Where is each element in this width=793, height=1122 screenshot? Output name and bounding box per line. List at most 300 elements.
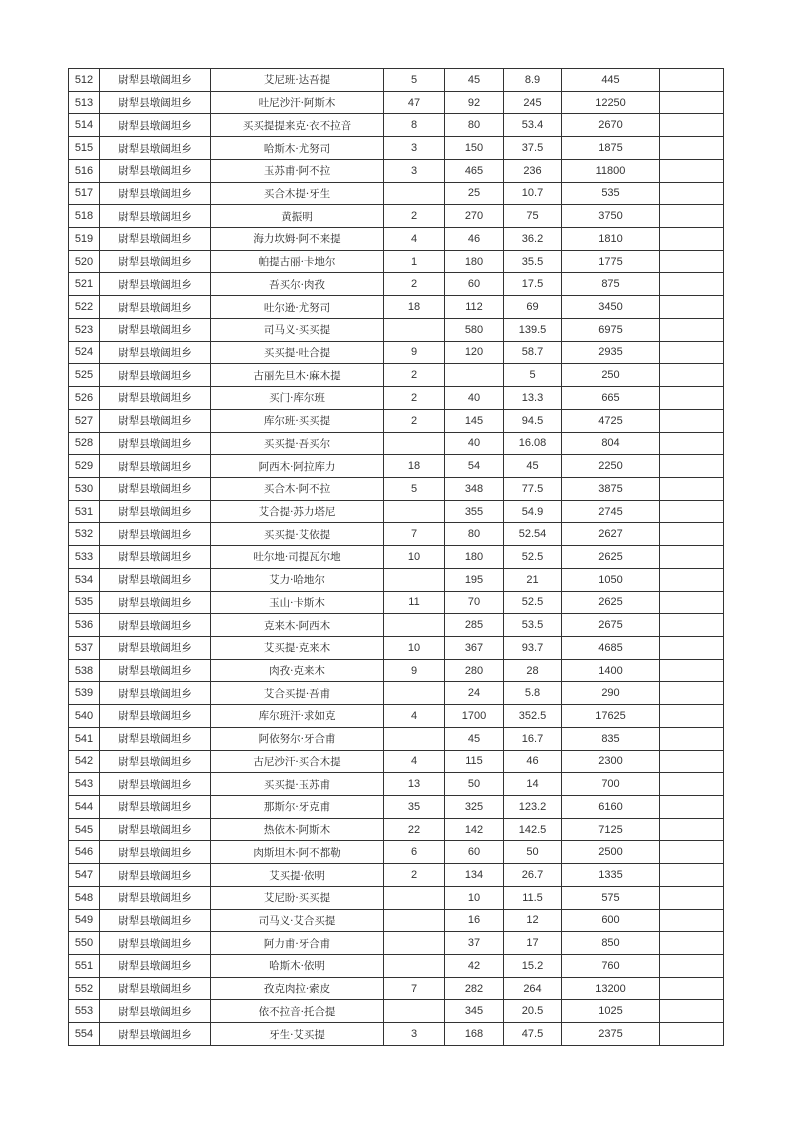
remark-cell xyxy=(660,250,724,273)
person-name-cell: 帕提古丽·卡地尔 xyxy=(211,250,384,273)
person-name-cell: 肉斯坦木·阿不都勒 xyxy=(211,841,384,864)
person-name-cell: 肉孜·克来木 xyxy=(211,659,384,682)
township-cell: 尉犁县墩阔坦乡 xyxy=(100,659,211,682)
township-cell: 尉犁县墩阔坦乡 xyxy=(100,636,211,659)
row-number-cell: 539 xyxy=(69,682,100,705)
value-col-1-cell: 4 xyxy=(384,750,445,773)
value-col-1-cell: 3 xyxy=(384,1023,445,1046)
remark-cell xyxy=(660,477,724,500)
row-number-cell: 522 xyxy=(69,296,100,319)
value-col-3-cell: 46 xyxy=(504,750,562,773)
value-col-1-cell: 2 xyxy=(384,387,445,410)
value-col-3-cell: 10.7 xyxy=(504,182,562,205)
value-col-2-cell: 54 xyxy=(445,455,504,478)
row-number-cell: 520 xyxy=(69,250,100,273)
row-number-cell: 547 xyxy=(69,864,100,887)
row-number-cell: 551 xyxy=(69,955,100,978)
value-col-4-cell: 804 xyxy=(562,432,660,455)
table-row xyxy=(69,568,724,591)
value-col-2-cell: 115 xyxy=(445,750,504,773)
table-row xyxy=(69,591,724,614)
value-col-1-cell: 11 xyxy=(384,591,445,614)
township-cell: 尉犁县墩阔坦乡 xyxy=(100,955,211,978)
value-col-3-cell: 94.5 xyxy=(504,409,562,432)
remark-cell xyxy=(660,955,724,978)
township-cell: 尉犁县墩阔坦乡 xyxy=(100,705,211,728)
value-col-3-cell: 17.5 xyxy=(504,273,562,296)
table-row xyxy=(69,886,724,909)
value-col-3-cell: 21 xyxy=(504,568,562,591)
remark-cell xyxy=(660,614,724,637)
table-row xyxy=(69,250,724,273)
value-col-2-cell: 40 xyxy=(445,387,504,410)
remark-cell xyxy=(660,636,724,659)
table-row xyxy=(69,1000,724,1023)
row-number-cell: 540 xyxy=(69,705,100,728)
row-number-cell: 519 xyxy=(69,228,100,251)
person-name-cell: 哈斯木·尤努司 xyxy=(211,137,384,160)
value-col-3-cell: 69 xyxy=(504,296,562,319)
value-col-2-cell: 37 xyxy=(445,932,504,955)
person-name-cell: 孜克肉拉·索皮 xyxy=(211,977,384,1000)
value-col-4-cell: 4725 xyxy=(562,409,660,432)
value-col-3-cell: 5 xyxy=(504,364,562,387)
remark-cell xyxy=(660,205,724,228)
person-name-cell: 古丽先旦木·麻木提 xyxy=(211,364,384,387)
value-col-4-cell: 535 xyxy=(562,182,660,205)
value-col-1-cell: 2 xyxy=(384,205,445,228)
row-number-cell: 531 xyxy=(69,500,100,523)
value-col-4-cell: 4685 xyxy=(562,636,660,659)
table-row xyxy=(69,909,724,932)
row-number-cell: 527 xyxy=(69,409,100,432)
table-row xyxy=(69,205,724,228)
table-row xyxy=(69,750,724,773)
person-name-cell: 买买提提来克·衣不拉音 xyxy=(211,114,384,137)
township-cell: 尉犁县墩阔坦乡 xyxy=(100,159,211,182)
row-number-cell: 513 xyxy=(69,91,100,114)
person-name-cell: 司马义·艾合买提 xyxy=(211,909,384,932)
table-row xyxy=(69,409,724,432)
value-col-1-cell xyxy=(384,682,445,705)
value-col-1-cell: 18 xyxy=(384,296,445,319)
value-col-3-cell: 35.5 xyxy=(504,250,562,273)
value-col-4-cell: 3450 xyxy=(562,296,660,319)
value-col-4-cell: 850 xyxy=(562,932,660,955)
value-col-4-cell: 13200 xyxy=(562,977,660,1000)
value-col-3-cell: 37.5 xyxy=(504,137,562,160)
value-col-1-cell xyxy=(384,318,445,341)
table-row xyxy=(69,114,724,137)
table-row xyxy=(69,387,724,410)
remark-cell xyxy=(660,864,724,887)
value-col-4-cell: 2935 xyxy=(562,341,660,364)
person-name-cell: 热依木·阿斯木 xyxy=(211,818,384,841)
table-row xyxy=(69,69,724,92)
value-col-2-cell: 46 xyxy=(445,228,504,251)
township-cell: 尉犁县墩阔坦乡 xyxy=(100,727,211,750)
value-col-4-cell: 250 xyxy=(562,364,660,387)
township-cell: 尉犁县墩阔坦乡 xyxy=(100,682,211,705)
table-row xyxy=(69,91,724,114)
remark-cell xyxy=(660,387,724,410)
remark-cell xyxy=(660,705,724,728)
person-name-cell: 依不拉音·托合提 xyxy=(211,1000,384,1023)
value-col-3-cell: 264 xyxy=(504,977,562,1000)
township-cell: 尉犁县墩阔坦乡 xyxy=(100,773,211,796)
table-row xyxy=(69,273,724,296)
person-name-cell: 艾力·哈地尔 xyxy=(211,568,384,591)
value-col-4-cell: 6975 xyxy=(562,318,660,341)
table-row xyxy=(69,773,724,796)
value-col-3-cell: 12 xyxy=(504,909,562,932)
value-col-4-cell: 2625 xyxy=(562,546,660,569)
value-col-2-cell: 180 xyxy=(445,250,504,273)
row-number-cell: 535 xyxy=(69,591,100,614)
township-cell: 尉犁县墩阔坦乡 xyxy=(100,114,211,137)
row-number-cell: 526 xyxy=(69,387,100,410)
township-cell: 尉犁县墩阔坦乡 xyxy=(100,455,211,478)
value-col-1-cell xyxy=(384,1000,445,1023)
township-cell: 尉犁县墩阔坦乡 xyxy=(100,341,211,364)
row-number-cell: 530 xyxy=(69,477,100,500)
value-col-4-cell: 600 xyxy=(562,909,660,932)
value-col-2-cell: 24 xyxy=(445,682,504,705)
value-col-4-cell: 875 xyxy=(562,273,660,296)
value-col-2-cell: 142 xyxy=(445,818,504,841)
value-col-2-cell: 367 xyxy=(445,636,504,659)
row-number-cell: 528 xyxy=(69,432,100,455)
remark-cell xyxy=(660,455,724,478)
township-cell: 尉犁县墩阔坦乡 xyxy=(100,318,211,341)
township-cell: 尉犁县墩阔坦乡 xyxy=(100,591,211,614)
person-name-cell: 买买提·玉苏甫 xyxy=(211,773,384,796)
table-row xyxy=(69,341,724,364)
township-cell: 尉犁县墩阔坦乡 xyxy=(100,228,211,251)
table-row xyxy=(69,1023,724,1046)
remark-cell xyxy=(660,591,724,614)
remark-cell xyxy=(660,773,724,796)
value-col-4-cell: 1810 xyxy=(562,228,660,251)
row-number-cell: 554 xyxy=(69,1023,100,1046)
value-col-4-cell: 11800 xyxy=(562,159,660,182)
value-col-3-cell: 52.54 xyxy=(504,523,562,546)
township-cell: 尉犁县墩阔坦乡 xyxy=(100,296,211,319)
table-row xyxy=(69,455,724,478)
value-col-1-cell: 10 xyxy=(384,636,445,659)
row-number-cell: 521 xyxy=(69,273,100,296)
value-col-1-cell: 1 xyxy=(384,250,445,273)
township-cell: 尉犁县墩阔坦乡 xyxy=(100,69,211,92)
township-cell: 尉犁县墩阔坦乡 xyxy=(100,1000,211,1023)
value-col-2-cell: 60 xyxy=(445,273,504,296)
value-col-1-cell xyxy=(384,955,445,978)
value-col-4-cell: 3875 xyxy=(562,477,660,500)
person-name-cell: 吐尔逊·尤努司 xyxy=(211,296,384,319)
table-row xyxy=(69,228,724,251)
value-col-1-cell: 18 xyxy=(384,455,445,478)
value-col-2-cell: 120 xyxy=(445,341,504,364)
data-table xyxy=(68,68,724,1046)
value-col-2-cell: 355 xyxy=(445,500,504,523)
table-row xyxy=(69,477,724,500)
person-name-cell: 艾合买提·吾甫 xyxy=(211,682,384,705)
value-col-3-cell: 123.2 xyxy=(504,796,562,819)
table-row xyxy=(69,296,724,319)
table-row xyxy=(69,841,724,864)
value-col-4-cell: 1400 xyxy=(562,659,660,682)
township-cell: 尉犁县墩阔坦乡 xyxy=(100,1023,211,1046)
value-col-3-cell: 26.7 xyxy=(504,864,562,887)
value-col-1-cell: 9 xyxy=(384,341,445,364)
value-col-1-cell: 2 xyxy=(384,409,445,432)
table-row xyxy=(69,636,724,659)
table-row xyxy=(69,818,724,841)
value-col-2-cell: 40 xyxy=(445,432,504,455)
table-row xyxy=(69,932,724,955)
value-col-2-cell: 60 xyxy=(445,841,504,864)
value-col-2-cell: 45 xyxy=(445,727,504,750)
value-col-4-cell: 1335 xyxy=(562,864,660,887)
value-col-3-cell: 139.5 xyxy=(504,318,562,341)
remark-cell xyxy=(660,409,724,432)
value-col-1-cell: 35 xyxy=(384,796,445,819)
row-number-cell: 534 xyxy=(69,568,100,591)
township-cell: 尉犁县墩阔坦乡 xyxy=(100,909,211,932)
table-row xyxy=(69,500,724,523)
remark-cell xyxy=(660,137,724,160)
remark-cell xyxy=(660,273,724,296)
value-col-3-cell: 13.3 xyxy=(504,387,562,410)
table-row xyxy=(69,523,724,546)
value-col-1-cell: 5 xyxy=(384,69,445,92)
row-number-cell: 543 xyxy=(69,773,100,796)
table-row xyxy=(69,955,724,978)
value-col-3-cell: 16.08 xyxy=(504,432,562,455)
remark-cell xyxy=(660,886,724,909)
township-cell: 尉犁县墩阔坦乡 xyxy=(100,500,211,523)
value-col-4-cell: 445 xyxy=(562,69,660,92)
row-number-cell: 523 xyxy=(69,318,100,341)
value-col-2-cell: 465 xyxy=(445,159,504,182)
value-col-1-cell: 4 xyxy=(384,228,445,251)
person-name-cell: 买买提·吾买尔 xyxy=(211,432,384,455)
value-col-1-cell xyxy=(384,886,445,909)
person-name-cell: 艾尼班·达吾提 xyxy=(211,69,384,92)
value-col-2-cell: 280 xyxy=(445,659,504,682)
remark-cell xyxy=(660,296,724,319)
value-col-4-cell: 2675 xyxy=(562,614,660,637)
person-name-cell: 买门·库尔班 xyxy=(211,387,384,410)
row-number-cell: 517 xyxy=(69,182,100,205)
value-col-1-cell xyxy=(384,500,445,523)
township-cell: 尉犁县墩阔坦乡 xyxy=(100,841,211,864)
value-col-1-cell xyxy=(384,909,445,932)
value-col-4-cell: 700 xyxy=(562,773,660,796)
value-col-3-cell: 75 xyxy=(504,205,562,228)
remark-cell xyxy=(660,932,724,955)
value-col-1-cell: 8 xyxy=(384,114,445,137)
value-col-3-cell: 77.5 xyxy=(504,477,562,500)
table-row xyxy=(69,659,724,682)
remark-cell xyxy=(660,91,724,114)
value-col-1-cell: 3 xyxy=(384,137,445,160)
value-col-2-cell: 10 xyxy=(445,886,504,909)
person-name-cell: 吾买尔·肉孜 xyxy=(211,273,384,296)
value-col-1-cell: 10 xyxy=(384,546,445,569)
row-number-cell: 548 xyxy=(69,886,100,909)
value-col-4-cell: 2627 xyxy=(562,523,660,546)
township-cell: 尉犁县墩阔坦乡 xyxy=(100,364,211,387)
township-cell: 尉犁县墩阔坦乡 xyxy=(100,886,211,909)
value-col-4-cell: 575 xyxy=(562,886,660,909)
row-number-cell: 546 xyxy=(69,841,100,864)
table-row xyxy=(69,546,724,569)
value-col-4-cell: 835 xyxy=(562,727,660,750)
value-col-4-cell: 1775 xyxy=(562,250,660,273)
person-name-cell: 买合木提·牙生 xyxy=(211,182,384,205)
value-col-4-cell: 2375 xyxy=(562,1023,660,1046)
value-col-2-cell: 282 xyxy=(445,977,504,1000)
value-col-2-cell xyxy=(445,364,504,387)
remark-cell xyxy=(660,364,724,387)
row-number-cell: 549 xyxy=(69,909,100,932)
remark-cell xyxy=(660,159,724,182)
value-col-2-cell: 270 xyxy=(445,205,504,228)
township-cell: 尉犁县墩阔坦乡 xyxy=(100,864,211,887)
value-col-3-cell: 36.2 xyxy=(504,228,562,251)
value-col-3-cell: 352.5 xyxy=(504,705,562,728)
person-name-cell: 古尼沙汗·买合木提 xyxy=(211,750,384,773)
person-name-cell: 艾合提·苏力塔尼 xyxy=(211,500,384,523)
value-col-3-cell: 245 xyxy=(504,91,562,114)
value-col-2-cell: 92 xyxy=(445,91,504,114)
remark-cell xyxy=(660,682,724,705)
value-col-2-cell: 150 xyxy=(445,137,504,160)
row-number-cell: 532 xyxy=(69,523,100,546)
township-cell: 尉犁县墩阔坦乡 xyxy=(100,432,211,455)
row-number-cell: 525 xyxy=(69,364,100,387)
person-name-cell: 吐尼沙汗·阿斯木 xyxy=(211,91,384,114)
person-name-cell: 库尔班·买买提 xyxy=(211,409,384,432)
remark-cell xyxy=(660,1023,724,1046)
remark-cell xyxy=(660,500,724,523)
table-body xyxy=(69,69,724,1046)
value-col-4-cell: 6160 xyxy=(562,796,660,819)
remark-cell xyxy=(660,659,724,682)
value-col-1-cell: 2 xyxy=(384,364,445,387)
value-col-4-cell: 7125 xyxy=(562,818,660,841)
row-number-cell: 536 xyxy=(69,614,100,637)
value-col-1-cell: 2 xyxy=(384,273,445,296)
value-col-2-cell: 80 xyxy=(445,523,504,546)
value-col-1-cell: 6 xyxy=(384,841,445,864)
value-col-4-cell: 2745 xyxy=(562,500,660,523)
table-row xyxy=(69,727,724,750)
remark-cell xyxy=(660,750,724,773)
remark-cell xyxy=(660,69,724,92)
remark-cell xyxy=(660,818,724,841)
row-number-cell: 514 xyxy=(69,114,100,137)
remark-cell xyxy=(660,1000,724,1023)
value-col-1-cell: 4 xyxy=(384,705,445,728)
row-number-cell: 533 xyxy=(69,546,100,569)
township-cell: 尉犁县墩阔坦乡 xyxy=(100,796,211,819)
row-number-cell: 538 xyxy=(69,659,100,682)
remark-cell xyxy=(660,341,724,364)
value-col-4-cell: 12250 xyxy=(562,91,660,114)
value-col-3-cell: 142.5 xyxy=(504,818,562,841)
row-number-cell: 553 xyxy=(69,1000,100,1023)
person-name-cell: 玉苏甫·阿不拉 xyxy=(211,159,384,182)
person-name-cell: 库尔班汗·求如克 xyxy=(211,705,384,728)
remark-cell xyxy=(660,977,724,1000)
remark-cell xyxy=(660,841,724,864)
value-col-1-cell: 7 xyxy=(384,523,445,546)
person-name-cell: 艾买提·依明 xyxy=(211,864,384,887)
value-col-3-cell: 20.5 xyxy=(504,1000,562,1023)
township-cell: 尉犁县墩阔坦乡 xyxy=(100,523,211,546)
person-name-cell: 那斯尔·牙克甫 xyxy=(211,796,384,819)
person-name-cell: 吐尔地·司提瓦尔地 xyxy=(211,546,384,569)
value-col-2-cell: 16 xyxy=(445,909,504,932)
value-col-2-cell: 168 xyxy=(445,1023,504,1046)
value-col-3-cell: 5.8 xyxy=(504,682,562,705)
value-col-4-cell: 17625 xyxy=(562,705,660,728)
value-col-1-cell xyxy=(384,932,445,955)
value-col-1-cell: 3 xyxy=(384,159,445,182)
value-col-1-cell: 47 xyxy=(384,91,445,114)
township-cell: 尉犁县墩阔坦乡 xyxy=(100,568,211,591)
value-col-1-cell xyxy=(384,432,445,455)
value-col-4-cell: 2250 xyxy=(562,455,660,478)
value-col-3-cell: 52.5 xyxy=(504,591,562,614)
person-name-cell: 艾买提·克来木 xyxy=(211,636,384,659)
row-number-cell: 541 xyxy=(69,727,100,750)
value-col-4-cell: 2625 xyxy=(562,591,660,614)
value-col-1-cell xyxy=(384,727,445,750)
value-col-2-cell: 325 xyxy=(445,796,504,819)
value-col-3-cell: 53.4 xyxy=(504,114,562,137)
person-name-cell: 哈斯木·依明 xyxy=(211,955,384,978)
value-col-2-cell: 145 xyxy=(445,409,504,432)
person-name-cell: 阿依努尔·牙合甫 xyxy=(211,727,384,750)
township-cell: 尉犁县墩阔坦乡 xyxy=(100,818,211,841)
value-col-2-cell: 345 xyxy=(445,1000,504,1023)
township-cell: 尉犁县墩阔坦乡 xyxy=(100,477,211,500)
value-col-1-cell: 22 xyxy=(384,818,445,841)
person-name-cell: 海力坎姆·阿不来提 xyxy=(211,228,384,251)
person-name-cell: 牙生·艾买提 xyxy=(211,1023,384,1046)
value-col-2-cell: 45 xyxy=(445,69,504,92)
value-col-3-cell: 53.5 xyxy=(504,614,562,637)
person-name-cell: 玉山·卡斯木 xyxy=(211,591,384,614)
township-cell: 尉犁县墩阔坦乡 xyxy=(100,205,211,228)
value-col-2-cell: 25 xyxy=(445,182,504,205)
row-number-cell: 518 xyxy=(69,205,100,228)
value-col-4-cell: 2670 xyxy=(562,114,660,137)
value-col-2-cell: 195 xyxy=(445,568,504,591)
value-col-2-cell: 42 xyxy=(445,955,504,978)
township-cell: 尉犁县墩阔坦乡 xyxy=(100,409,211,432)
value-col-1-cell xyxy=(384,182,445,205)
value-col-1-cell: 13 xyxy=(384,773,445,796)
table-row xyxy=(69,182,724,205)
value-col-4-cell: 1025 xyxy=(562,1000,660,1023)
value-col-2-cell: 285 xyxy=(445,614,504,637)
table-row xyxy=(69,432,724,455)
row-number-cell: 550 xyxy=(69,932,100,955)
